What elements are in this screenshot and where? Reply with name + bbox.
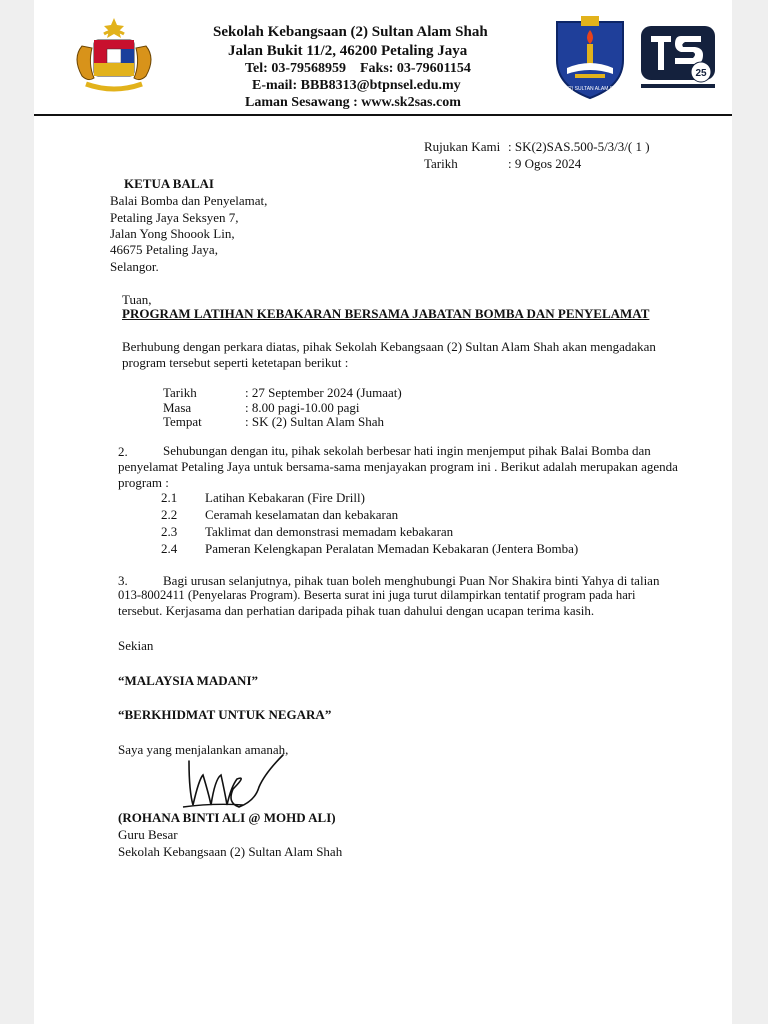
agenda-text: Ceramah keselamatan dan kebakaran	[205, 507, 399, 522]
agenda-text: Taklimat dan demonstrasi memadam kebakaran	[205, 524, 454, 539]
recipient-line: Balai Bomba dan Penyelamat,	[110, 193, 268, 208]
recipient-line: Petaling Jaya Seksyen 7,	[110, 210, 239, 225]
intro-line: program tersebut seperti ketetapan berikut :	[122, 355, 349, 370]
salutation: Tuan,	[122, 292, 152, 307]
agenda-text: Latihan Kebakaran (Fire Drill)	[205, 490, 365, 505]
intro-line: Berhubung dengan perkara diatas, pihak Sekolah Kebangsaan (2) Sultan Alam Shah akan mengadakan	[122, 339, 656, 354]
detail-value: : 8.00 pagi-10.00 pagi	[245, 400, 360, 415]
date-value: : 9 Ogos 2024	[508, 156, 582, 171]
coat-of-arms-logo	[64, 14, 164, 98]
agenda-number: 2.3	[161, 524, 178, 539]
para2-line: program :	[118, 475, 169, 490]
header-divider	[34, 114, 732, 116]
signatory-position: Guru Besar	[118, 827, 178, 842]
para3-number: 3.	[118, 573, 128, 588]
ref-value: : SK(2)SAS.500-5/3/3/( 1 )	[508, 139, 650, 154]
recipient-line: 46675 Petaling Jaya,	[110, 242, 218, 257]
school-website: Laman Sesawang : www.sk2sas.com	[245, 95, 461, 110]
recipient-line: Jalan Yong Shoook Lin,	[110, 226, 235, 241]
ts25-number: 25	[695, 68, 707, 79]
detail-label: Tarikh	[163, 385, 197, 400]
detail-value: : 27 September 2024 (Jumaat)	[245, 385, 402, 400]
sign-intro: Saya yang menjalankan amanah,	[118, 742, 289, 757]
para3-line: tersebut. Kerjasama dan perhatian daripada pihak tuan dahului dengan ucapan terima kasih.	[118, 603, 595, 618]
agenda-number: 2.4	[161, 541, 178, 556]
school-name: Sekolah Kebangsaan (2) Sultan Alam Shah	[213, 24, 488, 40]
recipient-line: KETUA BALAI	[124, 176, 214, 191]
slogan-berkhidmat: “BERKHIDMAT UNTUK NEGARA”	[118, 707, 332, 722]
ts25-logo	[639, 24, 717, 92]
recipient-line: Selangor.	[110, 259, 159, 274]
school-email: E-mail: BBB8313@btpnsel.edu.my	[252, 78, 461, 93]
para3-line: Bagi urusan selanjutnya, pihak tuan boleh menghubungi Puan Nor Shakira binti Yahya di talian	[163, 573, 660, 588]
subject: PROGRAM LATIHAN KEBAKARAN BERSAMA JABATAN BOMBA DAN PENYELAMAT	[122, 306, 650, 321]
signatory-name: (ROHANA BINTI ALI @ MOHD ALI)	[118, 810, 336, 825]
crest-caption: S.K. (2) SULTAN ALAM SHAH	[556, 86, 624, 92]
school-address: Jalan Bukit 11/2, 46200 Petaling Jaya	[228, 43, 468, 59]
agenda-number: 2.2	[161, 507, 178, 522]
detail-value: : SK (2) Sultan Alam Shah	[245, 414, 385, 429]
para2-line: penyelamat Petaling Jaya untuk bersama-sama menjayakan program ini . Berikut adalah merupakan agenda	[118, 459, 678, 474]
school-crest-logo	[547, 14, 633, 100]
signatory-organisation: Sekolah Kebangsaan (2) Sultan Alam Shah	[118, 844, 343, 859]
detail-label: Masa	[163, 400, 192, 415]
detail-label: Tempat	[163, 414, 202, 429]
school-tel-fax: Tel: 03-79568959 Faks: 03-79601154	[245, 61, 471, 76]
para2-number: 2.	[118, 444, 128, 459]
ref-label: Rujukan Kami	[424, 139, 501, 154]
slogan-malaysia-madani: “MALAYSIA MADANI”	[118, 673, 259, 688]
agenda-number: 2.1	[161, 490, 178, 505]
agenda-text: Pameran Kelengkapan Peralatan Memadan Kebakaran (Jentera Bomba)	[205, 541, 579, 556]
para2-line: Sehubungan dengan itu, pihak sekolah berbesar hati ingin menjemput pihak Balai Bomba dan	[163, 443, 651, 458]
closing: Sekian	[118, 638, 154, 653]
para3-line: 013-8002411 (Penyelaras Program). Beserta surat ini juga turut dilampirkan tentatif program pada hari	[118, 588, 636, 602]
date-label: Tarikh	[424, 156, 458, 171]
